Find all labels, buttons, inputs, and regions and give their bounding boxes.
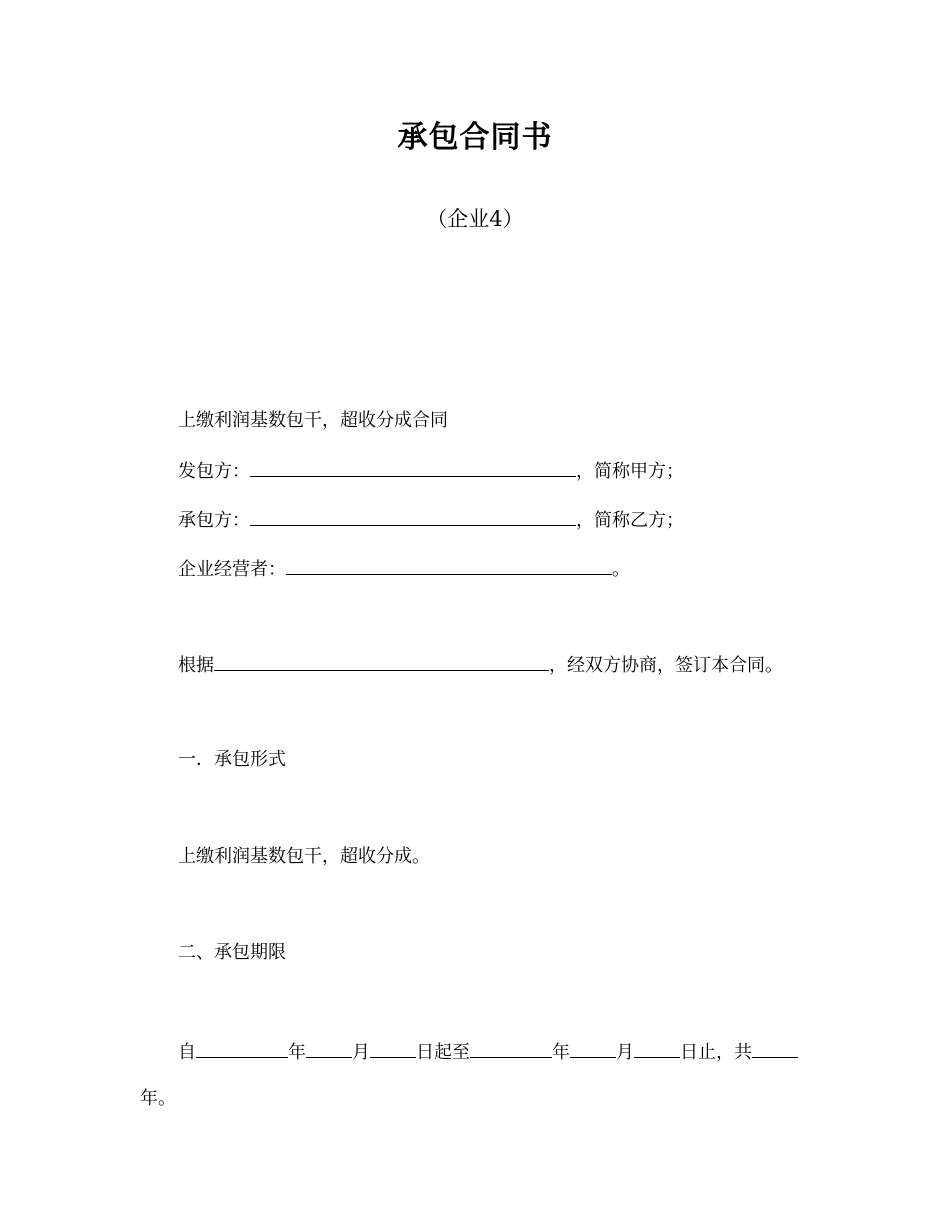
document-subtitle: （企业4）: [426, 207, 524, 231]
operator-suffix: 。: [612, 559, 630, 580]
section1-heading: 一．承包形式: [178, 749, 286, 770]
end-year-blank[interactable]: [470, 1039, 552, 1058]
party-b-suffix: ，简称乙方；: [576, 510, 684, 531]
term-tail: 年。: [140, 1088, 176, 1109]
contract-type-line: 上缴利润基数包干，超收分成合同: [178, 410, 448, 431]
section2-heading: 二、承包期限: [178, 942, 286, 963]
basis-blank[interactable]: [214, 652, 549, 671]
party-a-label: 发包方：: [178, 461, 250, 482]
party-a-suffix: ，简称甲方；: [576, 461, 684, 482]
section1-body: 上缴利润基数包干，超收分成。: [178, 846, 430, 867]
term-year1: 年: [288, 1042, 306, 1063]
operator-line: [178, 556, 630, 582]
party-b-line: [178, 507, 684, 533]
term-line: [178, 1039, 798, 1065]
party-a-line: [178, 458, 684, 484]
end-day-blank[interactable]: [634, 1039, 680, 1058]
start-day-blank[interactable]: [370, 1039, 416, 1058]
basis-prefix: 根据: [178, 655, 214, 676]
operator-blank[interactable]: [286, 556, 612, 575]
party-a-blank[interactable]: [250, 458, 576, 477]
term-day1: 日起至: [416, 1042, 470, 1063]
party-b-label: 承包方：: [178, 510, 250, 531]
document-title: 承包合同书: [397, 120, 553, 155]
term-day2: 日止，共: [680, 1042, 752, 1063]
operator-label: 企业经营者：: [178, 559, 286, 580]
term-from: 自: [178, 1042, 196, 1063]
end-month-blank[interactable]: [570, 1039, 616, 1058]
total-years-blank[interactable]: [752, 1039, 798, 1058]
start-month-blank[interactable]: [306, 1039, 352, 1058]
term-year2: 年: [552, 1042, 570, 1063]
basis-suffix: ，经双方协商，签订本合同。: [549, 655, 783, 676]
basis-line: [178, 652, 783, 678]
start-year-blank[interactable]: [196, 1039, 288, 1058]
term-month1: 月: [352, 1042, 370, 1063]
term-month2: 月: [616, 1042, 634, 1063]
party-b-blank[interactable]: [250, 507, 576, 526]
